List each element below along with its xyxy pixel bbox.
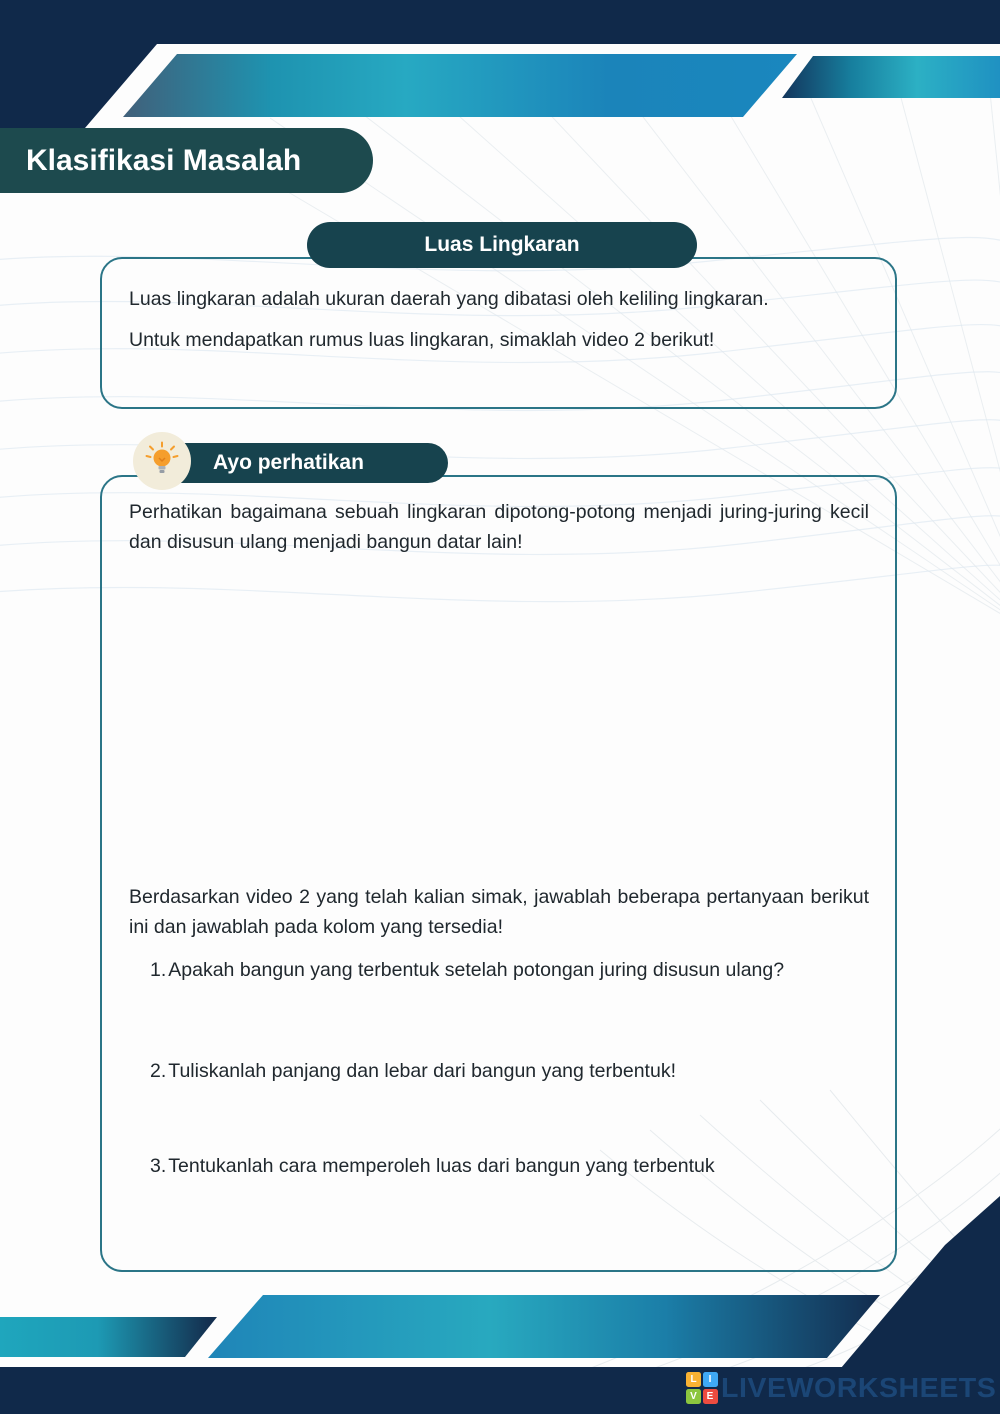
section-header-luas-lingkaran bbox=[307, 222, 697, 268]
perhatikan-intro-paragraph: Perhatikan bagaimana sebuah lingkaran dipotong-potong menjadi juring-juring kecil dan disusun ulang menjadi bangun datar lain! bbox=[129, 501, 869, 554]
question-item bbox=[150, 1151, 869, 1181]
lightbulb-icon bbox=[141, 440, 183, 482]
lightbulb-badge bbox=[133, 432, 191, 490]
luas-video-instruction: Untuk mendapatkan rumus luas lingkaran, simaklah video 2 berikut! bbox=[129, 329, 715, 352]
question-item bbox=[150, 955, 869, 985]
header-stripe-main bbox=[123, 54, 797, 117]
logo-square-v: V bbox=[686, 1389, 701, 1404]
question-text: Tuliskanlah panjang dan lebar dari bangun yang terbentuk! bbox=[168, 1059, 676, 1082]
section-header-label: Ayo perhatikan bbox=[213, 451, 364, 474]
header-stripe-right bbox=[782, 56, 1000, 98]
question-number: 3. bbox=[150, 1154, 167, 1177]
footer-stripe-left bbox=[0, 1317, 217, 1357]
ayo-perhatikan-box bbox=[100, 475, 897, 1272]
question-item bbox=[150, 1056, 869, 1086]
logo-square-i: I bbox=[703, 1372, 718, 1387]
question-number: 1. bbox=[150, 959, 167, 982]
luas-definition-paragraph: Luas lingkaran adalah ukuran daerah yang dibatasi oleh keliling lingkaran. bbox=[129, 288, 769, 310]
page-title: Klasifikasi Masalah bbox=[26, 143, 302, 177]
question-list bbox=[129, 955, 869, 1181]
logo-square-l: L bbox=[686, 1372, 701, 1387]
page-title-box bbox=[0, 128, 373, 193]
section-header-label: Luas Lingkaran bbox=[424, 233, 580, 256]
berdasarkan-instruction-paragraph: Berdasarkan video 2 yang telah kalian simak, jawablah beberapa pertanyaan berikut ini dan jawablah pada kolom yang tersedia! bbox=[129, 886, 869, 939]
luas-lingkaran-box bbox=[100, 257, 897, 409]
question-block bbox=[129, 882, 869, 1181]
liveworksheets-logo-icon bbox=[686, 1372, 718, 1404]
question-text: Apakah bangun yang terbentuk setelah potongan juring disusun ulang? bbox=[168, 959, 785, 982]
question-number: 2. bbox=[150, 1059, 167, 1082]
question-text: Tentukanlah cara memperoleh luas dari bangun yang terbentuk bbox=[168, 1154, 715, 1177]
liveworksheets-logo bbox=[686, 1372, 996, 1404]
liveworksheets-brand-text: LIVEWORKSHEETS bbox=[720, 1372, 996, 1403]
footer-stripe-main bbox=[208, 1293, 880, 1358]
logo-square-e: E bbox=[703, 1389, 718, 1404]
section-header-ayo-perhatikan bbox=[150, 443, 448, 483]
